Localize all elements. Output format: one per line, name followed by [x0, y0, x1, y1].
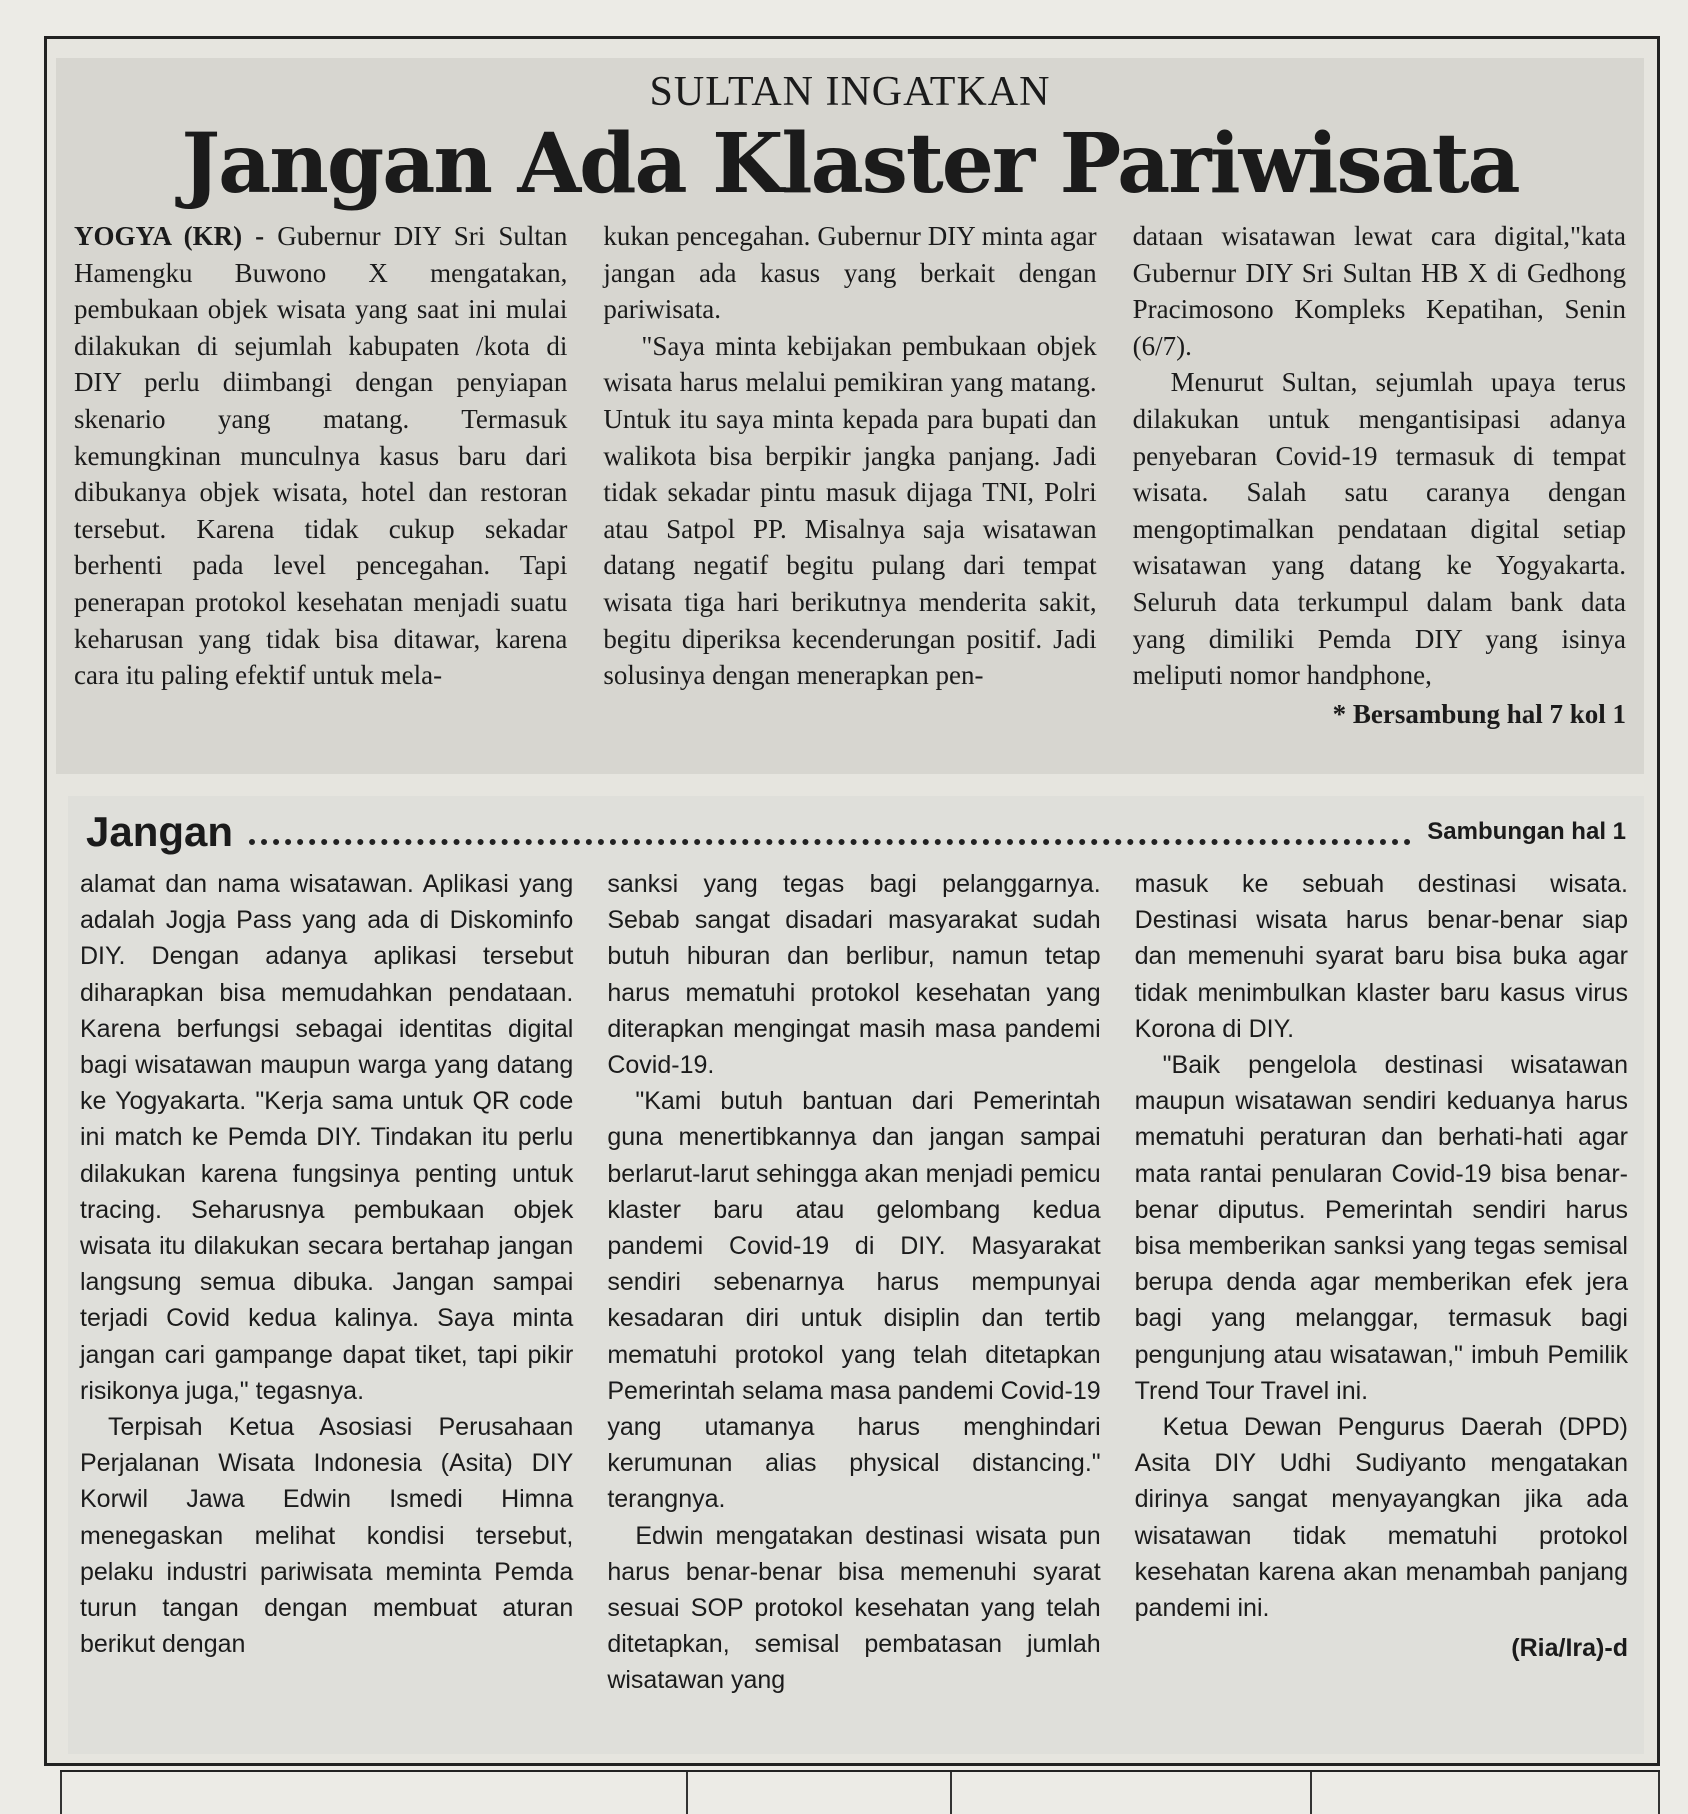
- paragraph: Terpisah Ketua Asosiasi Perusahaan Perjalanan Wisata Indonesia (Asita) DIY Korwil Jawa Edwin Ismedi Himna menegaskan melihat kondisi tersebut, pelaku industri pariwisata meminta Pemda turun tangan dengan membuat aturan berikut dengan: [80, 1413, 574, 1659]
- front-page-article: [56, 58, 1644, 774]
- rule-tick: [1658, 1772, 1660, 1814]
- article-column-2: [603, 218, 1096, 732]
- jump-word: Jangan: [86, 808, 234, 855]
- continuation-column-2: [607, 866, 1100, 1699]
- paragraph: "Baik pengelola destinasi wisatawan maupun wisatawan sendiri keduanya harus mematuhi peraturan dan berhati-hati agar mata rantai penularan Covid-19 bisa benar-benar diputus. Pemerintah sendiri harus bisa memberikan sanksi yang tegas semisal berupa denda agar memberikan efek jera bagi yang melanggar, termasuk bagi pengunjung atau wisatawan," imbuh Pemilik Trend Tour Travel ini.: [1134, 1051, 1628, 1405]
- paragraph: Menurut Sultan, sejumlah upaya terus dilakukan untuk mengantisipasi adanya penyebaran Covid-19 termasuk di tempat wisata. Salah satu caranya dengan mengoptimalkan pendataan digital setiap wisatawan yang datang ke Yogyakarta. Seluruh data terkumpul dalam bank data yang dimiliki Pemda DIY yang isinya meliputi nomor handphone,: [1132, 367, 1626, 691]
- paragraph: dataan wisatawan lewat cara digital,"kata Gubernur DIY Sri Sultan HB X di Gedhong Pracimosono Kompleks Kepatihan, Senin (6/7).: [1132, 221, 1626, 361]
- article-column-3: [1133, 218, 1626, 732]
- paragraph: kukan pencegahan. Gubernur DIY minta agar jangan ada kasus yang berkait dengan pariwisata.: [603, 221, 1097, 325]
- bottom-rule: [60, 1770, 1660, 1814]
- headline: Jangan Ada Klaster Pariwisata: [181, 116, 1519, 212]
- jump-header: [86, 804, 1626, 860]
- kicker: SULTAN INGATKAN: [649, 69, 1051, 115]
- dateline: YOGYA (KR) -: [74, 221, 265, 251]
- continuation-columns: [80, 866, 1628, 1699]
- jump-reference: Sambungan hal 1: [1427, 818, 1626, 845]
- paragraph: Ketua Dewan Pengurus Daerah (DPD) Asita DIY Udhi Sudiyanto mengatakan dirinya sangat menyayangkan jika ada wisatawan tidak mematuhi protokol kesehatan karena akan menambah panjang pandemi ini.: [1134, 1413, 1628, 1623]
- continuation-column-3: [1135, 866, 1628, 1699]
- continued-note: * Bersambung hal 7 kol 1: [1332, 698, 1626, 729]
- article-columns: [74, 218, 1626, 732]
- paragraph: masuk ke sebuah destinasi wisata. Destinasi wisata harus benar-benar siap dan memenuhi syarat baru bisa buka agar tidak menimbulkan klaster baru kasus virus Korona di DIY.: [1134, 870, 1628, 1043]
- rule-tick: [60, 1772, 62, 1814]
- continuation-column-1: [80, 866, 573, 1699]
- lead-text: Gubernur DIY Sri Sultan Hamengku Buwono X mengatakan, pembukaan objek wisata yang saat ini mulai dilakukan di sejumlah kabupaten /kota di DIY perlu diimbangi dengan penyiapan skenario yang matang. Termasuk kemungkinan munculnya kasus baru dari dibukanya objek wisata, hotel dan restoran tersebut. Karena tidak cukup sekadar berhenti pada level pencegahan. Tapi penerapan protokol kesehatan menjadi suatu keharusan yang tidak bisa ditawar, karena cara itu paling efektif untuk mela-: [74, 221, 568, 691]
- author-credit: (Ria/Ira)-d: [1511, 1634, 1628, 1663]
- rule-tick: [950, 1772, 952, 1814]
- paragraph: alamat dan nama wisatawan. Aplikasi yang adalah Jogja Pass yang ada di Diskominfo DIY. Dengan adanya aplikasi tersebut diharapkan bisa memudahkan pendataan. Karena berfungsi sebagai identitas digital bagi wisatawan maupun warga yang datang ke Yogyakarta. "Kerja sama untuk QR code ini match ke Pemda DIY. Tindakan itu perlu dilakukan karena fungsinya penting untuk tracing. Seharusnya pembukaan objek wisata itu dilakukan secara bertahap jangan langsung semua dibuka. Jangan sampai terjadi Covid kedua kalinya. Saya minta jangan cari gampange dapat tiket, tapi pikir risikonya juga," tegasnya.: [80, 870, 574, 1405]
- continuation-article: [68, 796, 1644, 1754]
- paragraph: sanksi yang tegas bagi pelanggarnya. Sebab sangat disadari masyarakat sudah butuh hiburan dan berlibur, namun tetap harus mematuhi protokol kesehatan yang diterapkan mengingat masih masa pandemi Covid-19.: [607, 870, 1101, 1080]
- rule-tick: [1310, 1772, 1312, 1814]
- lead-paragraph: [74, 218, 567, 694]
- paragraph: "Kami butuh bantuan dari Pemerintah guna menertibkannya dan jangan sampai berlarut-larut sehingga akan menjadi pemicu klaster baru atau gelombang kedua pandemi Covid-19 di DIY. Masyarakat sendiri sebenarnya harus mempunyai kesadaran diri untuk disiplin dan tertib mematuhi protokol yang telah ditetapkan Pemerintah selama masa pandemi Covid-19 yang utamanya harus menghindari kerumunan alias physical distancing." terangnya.: [607, 1087, 1101, 1514]
- paragraph: "Saya minta kebijakan pembukaan objek wisata harus melalui pemikiran yang matang. Untuk itu saya minta kepada para bupati dan walikota bisa berpikir jangka panjang. Jadi tidak sekadar pintu masuk dijaga TNI, Polri atau Satpol PP. Misalnya saja wisatawan datang negatif begitu pulang dari tempat wisata tiga hari berikutnya menderita sakit, begitu diperiksa kecenderungan positif. Jadi solusinya dengan menerapkan pen-: [603, 330, 1097, 691]
- article-column-1: [74, 218, 567, 732]
- paragraph: Edwin mengatakan destinasi wisata pun harus benar-benar bisa memenuhi syarat sesuai SOP protokol kesehatan yang telah ditetapkan, semisal pembatasan jumlah wisatawan yang: [607, 1521, 1101, 1695]
- dotted-leader: [249, 839, 1411, 845]
- rule-tick: [686, 1772, 688, 1814]
